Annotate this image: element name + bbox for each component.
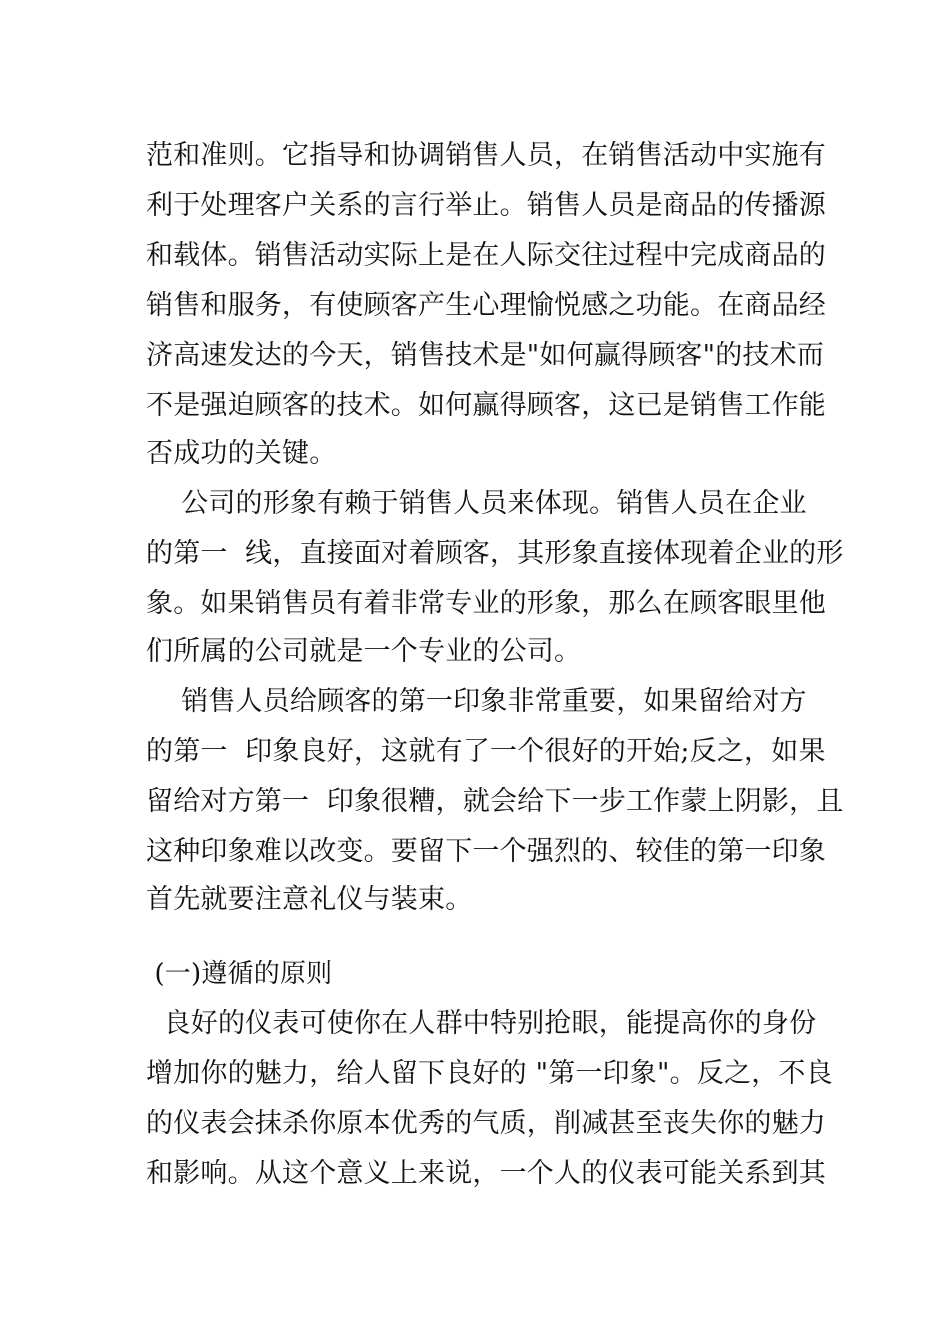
text-line: 济高速发达的今天，销售技术是"如何赢得顾客"的技术而: [146, 340, 825, 371]
text-line: 范和准则。它指导和协调销售人员，在销售活动中实施有: [146, 140, 826, 171]
text-line: 销售和服务，有使顾客产生心理愉悦感之功能。在商品经: [146, 290, 826, 321]
text-line: 的第一 线，直接面对着顾客，其形象直接体现着企业的形: [146, 538, 844, 569]
text-line: 不是强迫顾客的技术。如何赢得顾客，这已是销售工作能: [146, 390, 826, 421]
text-line: 首先就要注意礼仪与装束。: [146, 884, 473, 915]
text-line: 和影响。从这个意义上来说，一个人的仪表可能关系到其: [146, 1158, 826, 1189]
text-line: 的第一 印象良好，这就有了一个很好的开始;反之，如果: [146, 736, 826, 767]
text-line: 公司的形象有赖于销售人员来体现。销售人员在企业: [146, 488, 807, 519]
section-heading: (一)遵循的原则: [146, 959, 333, 989]
text-line: 这种印象难以改变。要留下一个强烈的、较佳的第一印象: [146, 836, 826, 867]
text-line: 销售人员给顾客的第一印象非常重要，如果留给对方: [146, 686, 807, 717]
text-line: 否成功的关键。: [146, 438, 337, 469]
text-line: 的仪表会抹杀你原本优秀的气质，削减甚至丧失你的魅力: [146, 1108, 826, 1139]
text-line: 良好的仪表可使你在人群中特别抢眼，能提高你的身份: [146, 1008, 817, 1039]
text-line: 们所属的公司就是一个专业的公司。: [146, 636, 582, 667]
text-line: 利于处理客户关系的言行举止。销售人员是商品的传播源: [146, 190, 826, 221]
text-line: 留给对方第一 印象很糟，就会给下一步工作蒙上阴影，且: [146, 786, 844, 817]
text-line: 增加你的魅力，给人留下良好的 "第一印象"。反之，不良: [146, 1058, 833, 1089]
text-line: 和载体。销售活动实际上是在人际交往过程中完成商品的: [146, 240, 826, 271]
text-line: 象。如果销售员有着非常专业的形象，那么在顾客眼里他: [146, 588, 826, 619]
